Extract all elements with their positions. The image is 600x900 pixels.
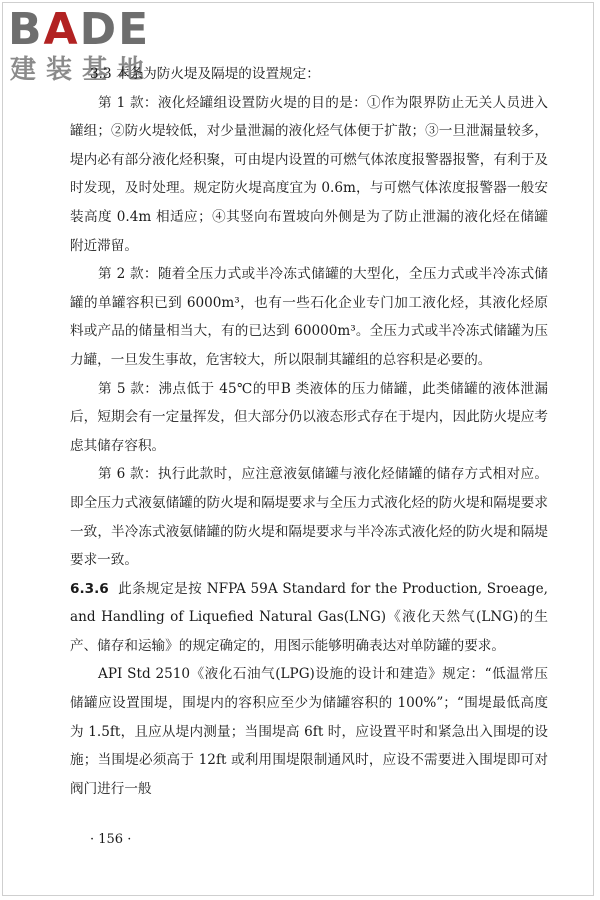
paragraph-clause-2: 第 2 款：随着全压力式或半冷冻式储罐的大型化，全压力式或半冷冻式储罐的单罐容积已到 6000m³，也有一些石化企业专门加工液化烃，其液化烃原料或产品的储量相当大，有的已达到 60000m³。全压力式或半冷冻式储罐为压力罐，一旦发生事故，危害较大，所以限制其罐组的总容积是必要的。 xyxy=(70,266,548,368)
page-number: · 156 · xyxy=(90,832,132,847)
logo-subtitle: 建装基地 xyxy=(10,55,155,85)
paragraph-clause-5: 第 5 款：沸点低于 45℃的甲B 类液体的压力储罐，此类储罐的液体泄漏后，短期会有一定量挥发，但大部分仍以液态形式存在于堤内，因此防火堤应考虑其储存容积。 xyxy=(70,380,548,454)
page-body xyxy=(70,60,548,803)
logo-brand-part2: DE xyxy=(79,4,151,55)
section-text: 此条规定是按 NFPA 59A Standard for the Production, Sroeage, and Handling of Liquefied Natural Gas(LNG)《液化天然气(LNG)的生产、储存和运输》的规定确定的，用图示能够明确表达对单防罐的要求。 xyxy=(70,580,548,654)
logo-brand xyxy=(8,4,150,56)
section-6-3-6 xyxy=(70,575,548,661)
paragraph-clause-6: 第 6 款：执行此款时，应注意液氨储罐与液化烃储罐的储存方式相对应。即全压力式液氨储罐的防火堤和隔堤要求与全压力式液化烃的防火堤和隔堤要求一致，半冷冻式液氨储罐的防火堤和隔堤要求与半冷冻式液化烃的防火堤和隔堤要求一致。 xyxy=(70,466,548,569)
paragraph-clause-1: 第 1 款：液化烃罐组设置防火堤的目的是：①作为限界防止无关人员进入罐组；②防火堤较低，对少量泄漏的液化烃气体便于扩散；③一旦泄漏量较多，堤内必有部分液化烃积聚，可由堤内设置的可燃气体浓度报警器报警，有利于及时发现，及时处理。规定防火堤高度宜为 0.6m，与可燃气体浓度报警器一般安装高度 0.4m 相适应；④其竖向布置坡向外侧是为了防止泄漏的液化烃在储罐附近滞留。 xyxy=(70,94,548,254)
section-number: 6.3.6 xyxy=(70,580,109,597)
paragraph-api: API Std 2510《液化石油气(LPG)设施的设计和建造》规定：“低温常压储罐应设置围堤，围堤内的容积应至少为储罐容积的 100%”；“围堤最低高度为 1.5ft，且应从堤内测量；当围堤高 6ft 时，应设置平时和紧急出入围堤的设施；当围堤必须高于 12ft 或利用围堤限制通风时，应设不需要进入围堤即可对阀门进行一般 xyxy=(70,666,548,797)
section-heading: 3.3 本条为防火堤及隔堤的设置规定： xyxy=(90,66,320,82)
logo-brand-part1: B xyxy=(8,4,44,55)
logo-brand-accent: A xyxy=(43,4,80,55)
